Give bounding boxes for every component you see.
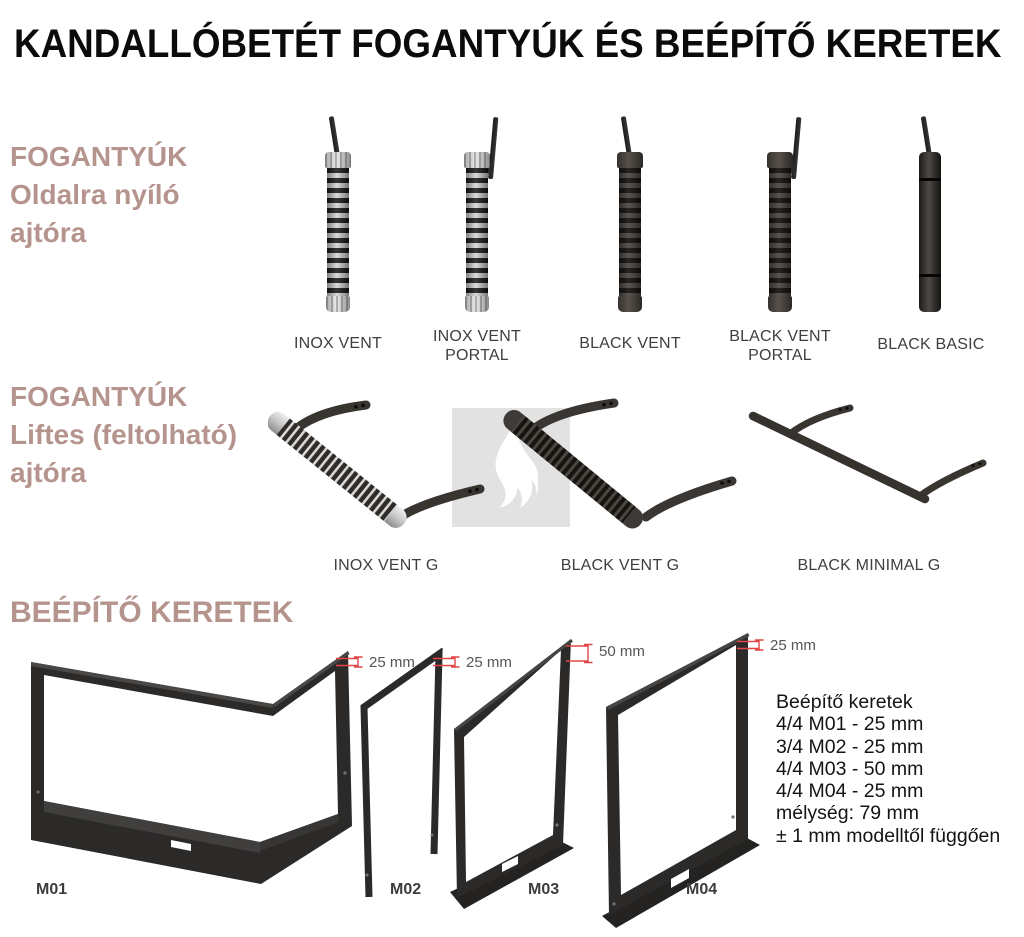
product-label: INOX VENT G [333,557,439,574]
dimension-marker-m01 [336,656,415,670]
handle-stem [329,116,340,156]
black-vent-portal-handle-image [758,116,802,316]
inox-vent-handle-image [316,116,360,316]
heading-line: Liftes (feltolható) [10,419,238,450]
black-vent-g-handle-image [494,395,742,537]
frames-info-line: 3/4 M02 - 25 mm [776,735,924,758]
handle-body [919,152,941,312]
product-label: INOX VENT PORTAL [432,328,522,364]
frames-info-line: 4/4 M03 - 50 mm [776,757,924,780]
frames-info-block [776,691,1021,847]
handle-body [327,168,349,296]
handle-stem [621,116,632,156]
dimension-marker-m04 [737,639,816,653]
handle-cap [464,152,490,168]
frames-info-line: 4/4 M04 - 25 mm [776,780,924,803]
dimension-label: 25 mm [466,654,512,671]
black-minimal-g-handle-image [740,393,995,511]
frames-heading: BEÉPÍTŐ KERETEK [10,596,294,629]
dimension-label: 25 mm [770,637,816,654]
dimension-bracket-icon [433,656,461,668]
product-label: BLACK VENT [579,335,681,352]
inox-vent-g-handle-image [268,395,488,537]
dimension-label: 50 mm [599,643,645,660]
heading-line: ajtóra [10,217,87,248]
frame-label-m03: M03 [528,881,560,898]
frame-m01-drawing [28,645,360,891]
heading-line: Oldalra nyíló [10,179,180,210]
frames-info-line: ± 1 mm modelltől függően [776,824,1001,847]
handle-body [466,168,488,296]
handle-cap [326,296,350,312]
black-vent-handle-image [608,116,652,316]
handle-body [619,168,641,296]
frames-info-line: mélység: 79 mm [776,802,920,825]
product-label: BLACK BASIC [877,336,985,353]
product-label: BLACK VENT PORTAL [729,328,831,364]
product-label: BLACK VENT G [560,557,680,574]
dimension-bracket-icon [566,643,594,664]
section-lift-handles-heading [10,378,237,492]
dimension-label: 25 mm [369,654,415,671]
frame-m03-drawing [450,635,604,915]
inox-vent-portal-handle-image [455,116,499,316]
black-basic-handle-image [908,116,952,316]
handle-body [769,168,791,296]
heading-line: FOGANTYÚK [10,381,188,412]
handle-cap [618,296,642,312]
handle-cap [768,296,792,312]
handle-cap [325,152,351,168]
product-label: BLACK MINIMAL G [797,557,941,574]
frames-info-line: 4/4 M01 - 25 mm [776,713,924,736]
handle-cap [465,296,489,312]
heading-line: ajtóra [10,457,87,488]
frame-label-m01: M01 [36,881,68,898]
dimension-marker-m03 [566,643,645,664]
handle-groove [919,274,941,277]
frames-info-title: Beépítő keretek [776,691,913,713]
frame-m02-drawing [358,648,450,900]
frame-label-m04: M04 [686,881,718,898]
dimension-bracket-icon [336,656,364,668]
frame-label-m02: M02 [390,881,422,898]
page-title: KANDALLÓBETÉT FOGANTYÚK ÉS BEÉPÍTŐ KERETEK [14,22,1002,66]
section-side-handles-heading [10,138,187,252]
frame-m04-drawing [596,628,770,930]
handle-cap [767,152,793,168]
heading-line: FOGANTYÚK [10,141,188,172]
handle-stem [921,116,932,156]
dimension-bracket-icon [737,639,765,651]
dimension-marker-m02 [433,656,512,670]
handle-cap [617,152,643,168]
handle-groove [919,178,941,181]
product-label: INOX VENT [293,335,383,352]
